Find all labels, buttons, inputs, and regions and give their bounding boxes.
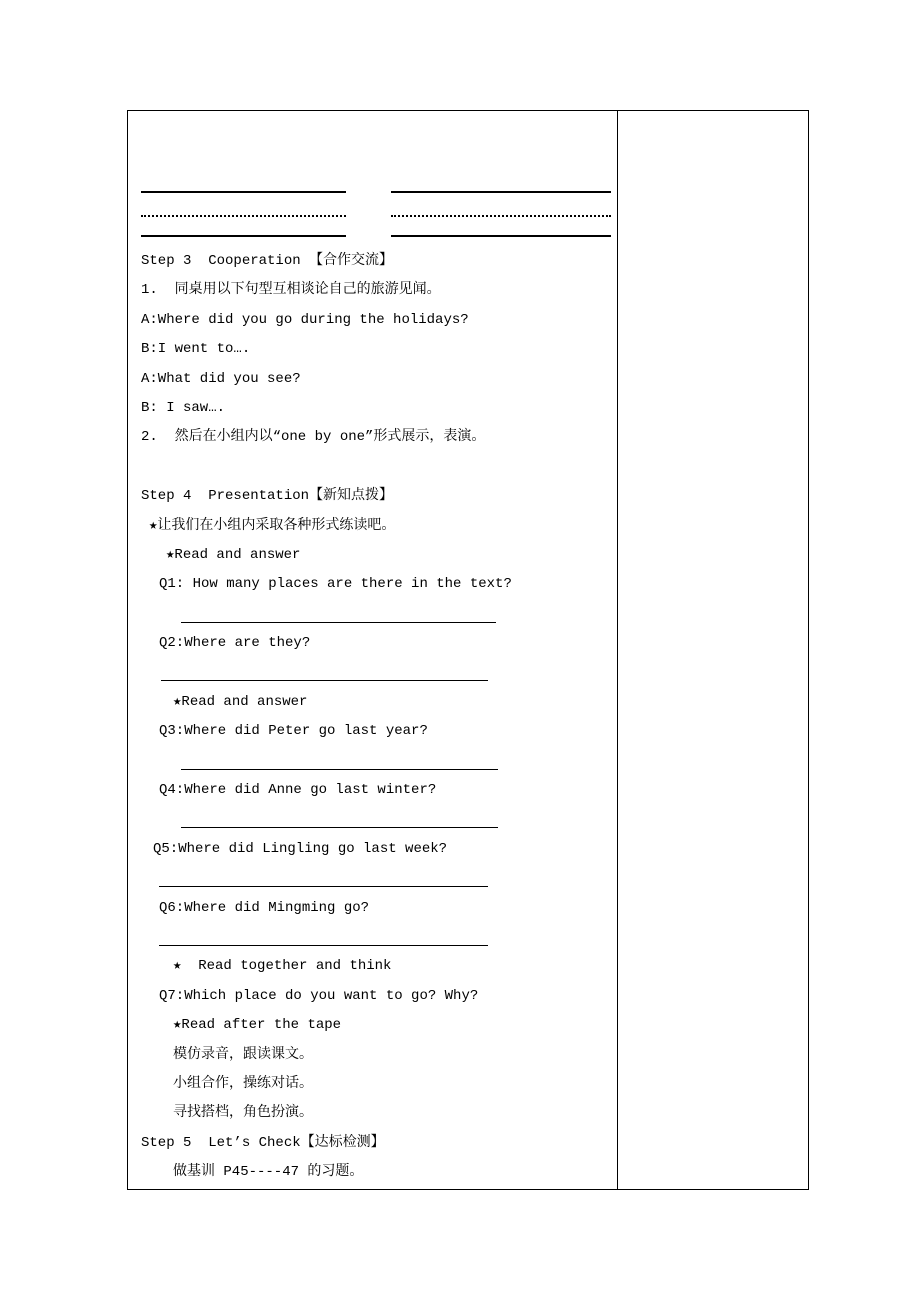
lesson-plan-table bbox=[127, 110, 809, 1190]
writing-line-solid bbox=[391, 169, 611, 193]
text-line: 小组合作，操练对话。 bbox=[173, 1075, 313, 1092]
text-line: 模仿录音，跟读课文。 bbox=[173, 1046, 313, 1063]
fill-in-lines-area bbox=[141, 111, 617, 237]
text-line: ★让我们在小组内采取各种形式练读吧。 bbox=[149, 517, 396, 534]
text-line: ★Read after the tape bbox=[173, 1017, 342, 1034]
text-line: Step 4 Presentation【新知点拨】 bbox=[141, 488, 394, 505]
writing-line-solid bbox=[141, 217, 346, 237]
answer-blank-line bbox=[161, 658, 488, 681]
answer-blank-row bbox=[141, 923, 617, 952]
text-line: B:I went to…. bbox=[141, 341, 251, 358]
blank-line bbox=[141, 453, 617, 482]
writing-line-solid bbox=[141, 169, 346, 193]
text-line: A:Where did you go during the holidays? bbox=[141, 311, 469, 328]
text-line: Q3:Where did Peter go last year? bbox=[159, 723, 428, 740]
text-line: Q2:Where are they? bbox=[159, 635, 311, 652]
writing-line-dotted bbox=[391, 193, 611, 217]
writing-line-dotted bbox=[141, 193, 346, 217]
text-line: Q6:Where did Mingming go? bbox=[159, 899, 370, 916]
answer-blank-row bbox=[141, 864, 617, 893]
fill-in-row-solid-bottom bbox=[141, 217, 617, 237]
answer-blank-line bbox=[159, 923, 488, 946]
text-line: Q4:Where did Anne go last winter? bbox=[159, 782, 437, 799]
fill-in-row-solid-top bbox=[141, 169, 617, 193]
text-line: Q1: How many places are there in the text? bbox=[159, 576, 512, 593]
text-line: 做基训 P45----47 的习题。 bbox=[173, 1164, 364, 1181]
text-line: 寻找搭档，角色扮演。 bbox=[173, 1105, 313, 1122]
answer-blank-line bbox=[181, 600, 496, 623]
text-line: A:What did you see? bbox=[141, 370, 301, 387]
answer-blank-line bbox=[159, 864, 488, 887]
text-line: Q5:Where did Lingling go last week? bbox=[153, 840, 448, 857]
text-line: Q7:Which place do you want to go? Why? bbox=[159, 987, 479, 1004]
text-line: Step 3 Cooperation 【合作交流】 bbox=[141, 253, 394, 269]
text-line: B: I saw…. bbox=[141, 399, 226, 416]
answer-blank-row bbox=[141, 658, 617, 687]
writing-line-solid bbox=[391, 217, 611, 237]
answer-blank-line bbox=[181, 805, 498, 828]
answer-blank-row bbox=[141, 747, 617, 776]
right-empty-cell bbox=[618, 111, 808, 1189]
text-line: 1. 同桌用以下句型互相谈论自己的旅游见闻。 bbox=[141, 282, 441, 299]
answer-blank-row bbox=[141, 600, 617, 629]
lesson-content bbox=[141, 247, 617, 1188]
text-line: ★Read and answer bbox=[173, 693, 308, 710]
answer-blank-line bbox=[181, 747, 498, 770]
fill-in-row-dotted bbox=[141, 193, 617, 217]
text-line: Step 5 Let’s Check【达标检测】 bbox=[141, 1134, 385, 1151]
text-line: ★Read and answer bbox=[166, 546, 301, 563]
text-line: ★ Read together and think bbox=[173, 958, 392, 975]
main-content-cell bbox=[128, 111, 618, 1189]
answer-blank-row bbox=[141, 805, 617, 834]
text-line: 2. 然后在小组内以“one by one”形式展示，表演。 bbox=[141, 429, 486, 446]
